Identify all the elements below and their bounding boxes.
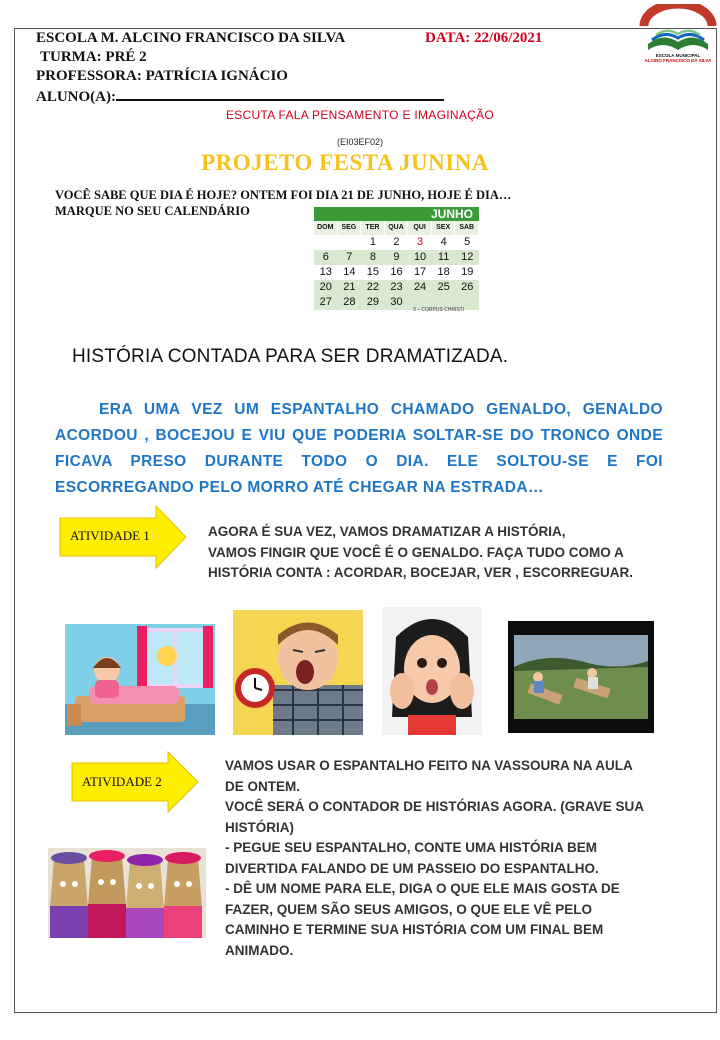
logo-line1: ESCOLA MUNICIPAL [655,53,701,58]
calendar-day[interactable]: 28 [338,295,362,310]
student-field[interactable] [36,87,444,106]
activity-1-instructions: AGORA É SUA VEZ, VAMOS DRAMATIZAR A HISTÓRIA, VAMOS FINGIR QUE VOCÊ É O GENALDO. FAÇA TUDO COMO A HISTÓRIA CONTA : ACORDAR, BOCEJAR, VER , ESCORREGUAR. [208,524,634,580]
student-name-line[interactable] [116,87,444,101]
calendar-day[interactable]: 3 [408,235,432,250]
logo-line2: ALCINO FRANCISCO DA SILVA [644,58,712,63]
calendar-day[interactable]: 18 [432,265,456,280]
logo-caption [636,53,720,63]
story-heading: HISTÓRIA CONTADA PARA SER DRAMATIZADA. [72,346,509,367]
calendar-day[interactable]: 21 [338,280,362,295]
calendar-day[interactable]: 4 [432,235,456,250]
calendar-day[interactable]: 26 [455,280,479,295]
calendar-day[interactable]: 7 [338,250,362,265]
project-title: PROJETO FESTA JUNINA [201,150,489,175]
calendar-day[interactable]: 9 [385,250,409,265]
calendar-weekday: TER [361,221,385,235]
calendar-month: JUNHO [314,207,479,221]
calendar-day[interactable]: 15 [361,265,385,280]
calendar-grid [314,221,479,310]
calendar-day[interactable]: 5 [455,235,479,250]
calendar-footnote: 3 – CORPUS CHRISTI [413,307,465,313]
calendar-day[interactable]: 23 [385,280,409,295]
calendar-empty-cell [314,235,338,250]
calendar-weekday: SEG [338,221,362,235]
calendar-day[interactable]: 14 [338,265,362,280]
activity-2-label: ATIVIDADE 2 [82,774,162,789]
yawning-boy-photo [233,610,363,735]
activity-1-label: ATIVIDADE 1 [70,528,150,543]
calendar-weekday: QUA [385,221,409,235]
calendar-day[interactable]: 27 [314,295,338,310]
book-emblem-icon [638,4,718,56]
question-line-1: VOCÊ SABE QUE DIA É HOJE? ONTEM FOI DIA 21 DE JUNHO, HOJE É DIA… [55,188,512,202]
calendar-day[interactable]: 8 [361,250,385,265]
calendar-day[interactable]: 10 [408,250,432,265]
calendar-day[interactable]: 30 [385,295,409,310]
calendar-day[interactable]: 29 [361,295,385,310]
calendar-empty-cell [338,235,362,250]
calendar-day[interactable]: 2 [385,235,409,250]
calendar-day[interactable]: 13 [314,265,338,280]
date: DATA: 22/06/2021 [425,30,543,46]
teacher: PROFESSORA: PATRÍCIA IGNÁCIO [36,68,288,84]
calendar-day[interactable]: 24 [408,280,432,295]
calendar-day[interactable]: 1 [361,235,385,250]
bncc-code: (EI03EF02) [336,137,384,147]
calendar-day[interactable]: 22 [361,280,385,295]
calendar-weekday: QUI [408,221,432,235]
school-name: ESCOLA M. ALCINO FRANCISCO DA SILVA [36,30,346,46]
story-text: ERA UMA VEZ UM ESPANTALHO CHAMADO GENALDO, GENALDO ACORDOU , BOCEJOU E VIU QUE PODERIA SOLTAR-SE DO TRONCO ONDE FICAVA PRESO DURANTE TODO O DIA. ELE SOLTOU-SE E FOI ESCORREGANDO PELO MORRO ATÉ CHEGAR NA ESTRADA… [55,401,663,496]
calendar-day[interactable]: 25 [432,280,456,295]
waking-up-illustration [65,624,215,735]
broom-scarecrows-photo [48,848,206,938]
calendar-day[interactable]: 19 [455,265,479,280]
children-sliding-photo [508,621,654,733]
subtitle: ESCUTA FALA PENSAMENTO E IMAGINAÇÃO [225,108,495,122]
calendar-day[interactable]: 12 [455,250,479,265]
activity-2-instructions: VAMOS USAR O ESPANTALHO FEITO NA VASSOURA NA AULA DE ONTEM. VOCÊ SERÁ O CONTADOR DE HISTÓRIAS AGORA. (GRAVE SUA HISTÓRIA) - PEGUE SEU ESPANTALHO, CONTE UMA HISTÓRIA BEM DIVERTIDA FALANDO DE UM PASSEIO DO ESPANTALHO. - DÊ UM NOME PARA ELE, DIGA O QUE ELE MAIS GOSTA DE FAZER, QUEM SÃO SEUS AMIGOS, O QUE ELE VÊ PELO CAMINHO E TERMINE SUA HISTÓRIA COM UM FINAL BEM ANIMADO. [225,758,645,958]
calendar-day[interactable]: 16 [385,265,409,280]
calendar-day[interactable]: 6 [314,250,338,265]
student-label: ALUNO(A): [36,89,116,105]
calendar-day[interactable]: 20 [314,280,338,295]
class: TURMA: PRÉ 2 [40,49,147,65]
calendar-weekday: SAB [455,221,479,235]
calendar-day[interactable]: 17 [408,265,432,280]
surprised-girl-photo [382,607,482,735]
june-calendar [314,207,479,313]
question-line-2: MARQUE NO SEU CALENDÁRIO [55,204,250,218]
calendar-day[interactable]: 11 [432,250,456,265]
calendar-weekday: DOM [314,221,338,235]
calendar-weekday: SEX [432,221,456,235]
logo-acronym: E.M.A.F.S [661,15,695,24]
